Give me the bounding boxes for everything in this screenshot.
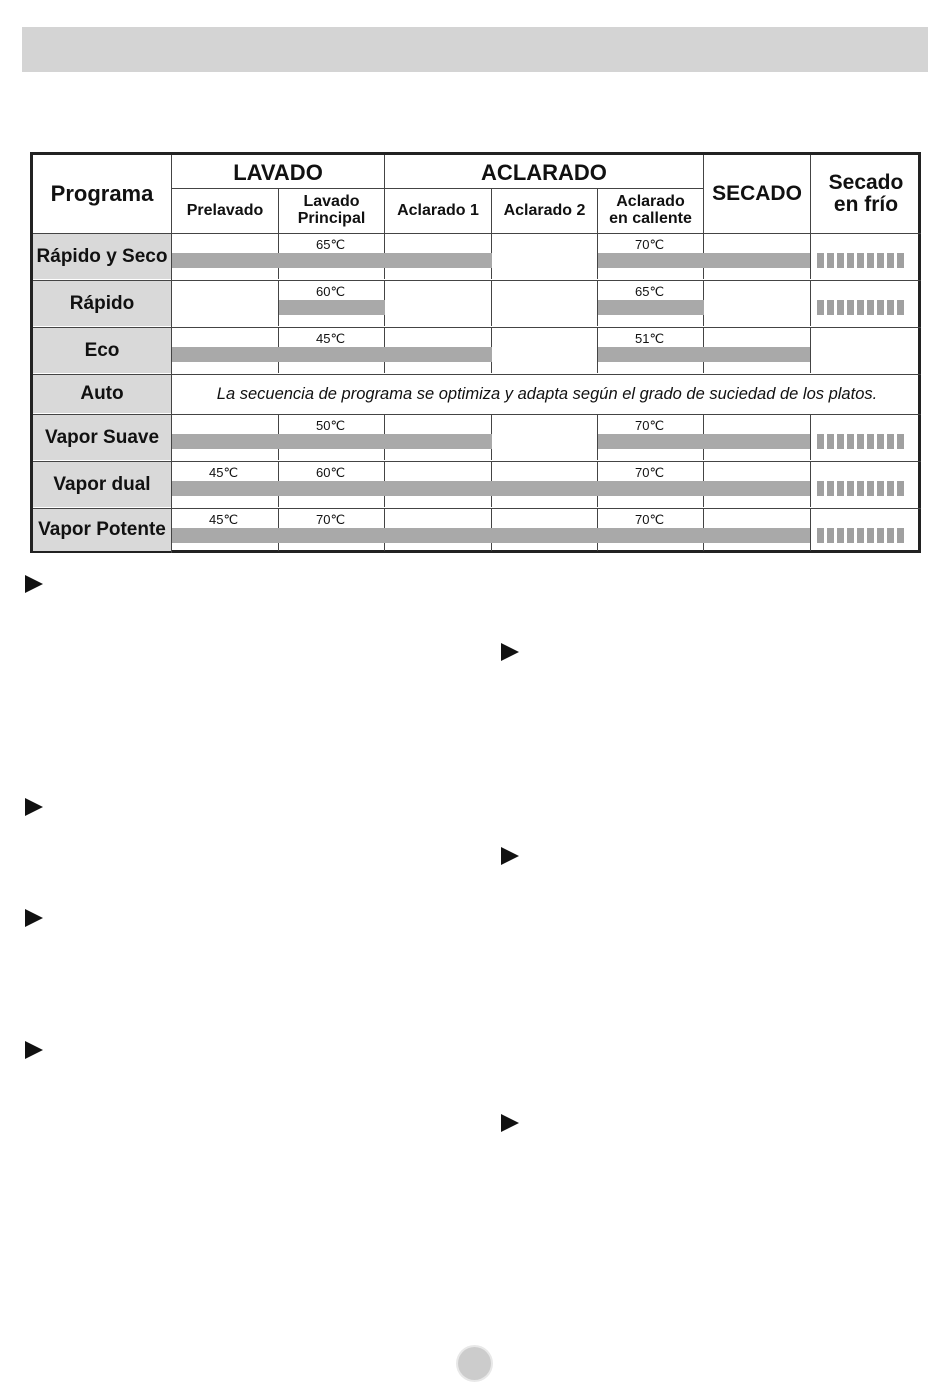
phase-bar xyxy=(172,347,279,362)
temperature-label: 45℃ xyxy=(209,465,239,480)
temperature-label: 65℃ xyxy=(635,284,665,299)
cool-dry-bar xyxy=(817,434,904,449)
phase-bar xyxy=(598,434,704,449)
grid-line xyxy=(597,188,598,233)
grid-line xyxy=(385,188,703,189)
grid-line xyxy=(384,155,385,233)
temperature-label: 50℃ xyxy=(316,418,346,433)
phase-bar xyxy=(492,481,598,496)
play-arrow-icon xyxy=(25,575,43,593)
phase-bar xyxy=(279,528,385,543)
temperature-label: 65℃ xyxy=(316,237,346,252)
aclarado2-header: Aclarado 2 xyxy=(503,201,586,219)
phase-bar xyxy=(279,347,385,362)
program-name: Rápido y Seco xyxy=(33,234,171,279)
phase-bar xyxy=(492,528,598,543)
temperature-label: 51℃ xyxy=(635,331,665,346)
temperature-label: 70℃ xyxy=(635,512,665,527)
phase-bar xyxy=(704,347,810,362)
phase-bar xyxy=(385,253,492,268)
phase-bar xyxy=(704,253,810,268)
aclarado-header: ACLARADO xyxy=(481,160,607,185)
phase-bar xyxy=(598,528,704,543)
phase-bar xyxy=(385,347,492,362)
phase-bar xyxy=(172,528,279,543)
cool-dry-bar xyxy=(817,253,904,268)
play-arrow-icon xyxy=(25,798,43,816)
program-header: Programa xyxy=(50,181,154,207)
phase-bar xyxy=(172,434,279,449)
program-name: Rápido xyxy=(33,281,171,326)
phase-bar xyxy=(385,481,492,496)
phase-bar xyxy=(704,528,810,543)
phase-bar xyxy=(172,253,279,268)
secado-frio-header: Secado en frío xyxy=(828,170,904,216)
grid-line xyxy=(810,415,811,460)
auto-description: La secuencia de programa se optimiza y adapta según el grado de suciedad de los platos. xyxy=(216,385,878,403)
program-table xyxy=(30,152,921,553)
grid-line xyxy=(703,155,704,233)
grid-line xyxy=(810,155,811,233)
lavado-principal-header: Lavado Principal xyxy=(297,193,366,227)
cool-dry-bar xyxy=(817,528,904,543)
temperature-label: 60℃ xyxy=(316,465,346,480)
aclarado1-header: Aclarado 1 xyxy=(397,201,479,219)
phase-bar xyxy=(598,300,704,315)
grid-line xyxy=(810,234,811,279)
phase-bar xyxy=(279,300,385,315)
temperature-label: 60℃ xyxy=(316,284,346,299)
cool-dry-bar xyxy=(817,300,904,315)
temperature-label: 45℃ xyxy=(209,512,239,527)
phase-bar xyxy=(598,347,704,362)
program-name: Vapor dual xyxy=(33,462,171,507)
temperature-label: 70℃ xyxy=(635,418,665,433)
grid-line xyxy=(810,328,811,373)
prelavado-header: Prelavado xyxy=(186,201,264,219)
grid-line xyxy=(810,462,811,507)
lavado-header: LAVADO xyxy=(233,160,323,185)
phase-bar xyxy=(385,528,492,543)
temperature-label: 70℃ xyxy=(635,237,665,252)
grid-line xyxy=(810,281,811,326)
play-arrow-icon xyxy=(25,909,43,927)
program-name: Eco xyxy=(33,328,171,373)
phase-bar xyxy=(279,253,385,268)
phase-bar xyxy=(172,481,279,496)
program-name: Vapor Suave xyxy=(33,415,171,460)
header-bar xyxy=(22,27,928,72)
secado-header: SECADO xyxy=(712,181,802,205)
page-number-dot xyxy=(458,1347,491,1380)
phase-bar xyxy=(598,481,704,496)
temperature-label: 45℃ xyxy=(316,331,346,346)
phase-bar xyxy=(279,434,385,449)
play-arrow-icon xyxy=(501,1114,519,1132)
program-name: Vapor Potente xyxy=(33,509,171,551)
grid-line xyxy=(491,188,492,233)
play-arrow-icon xyxy=(501,643,519,661)
play-arrow-icon xyxy=(501,847,519,865)
phase-bar xyxy=(279,481,385,496)
temperature-label: 70℃ xyxy=(316,512,346,527)
aclarado-caliente-header: Aclarado en callente xyxy=(609,193,692,227)
grid-line xyxy=(278,188,279,233)
phase-bar xyxy=(704,481,810,496)
temperature-label: 70℃ xyxy=(635,465,665,480)
play-arrow-icon xyxy=(25,1041,43,1059)
cool-dry-bar xyxy=(817,481,904,496)
phase-bar xyxy=(704,434,810,449)
program-name: Auto xyxy=(33,375,171,413)
phase-bar xyxy=(598,253,704,268)
grid-line xyxy=(491,281,492,326)
grid-line xyxy=(810,509,811,551)
phase-bar xyxy=(385,434,492,449)
